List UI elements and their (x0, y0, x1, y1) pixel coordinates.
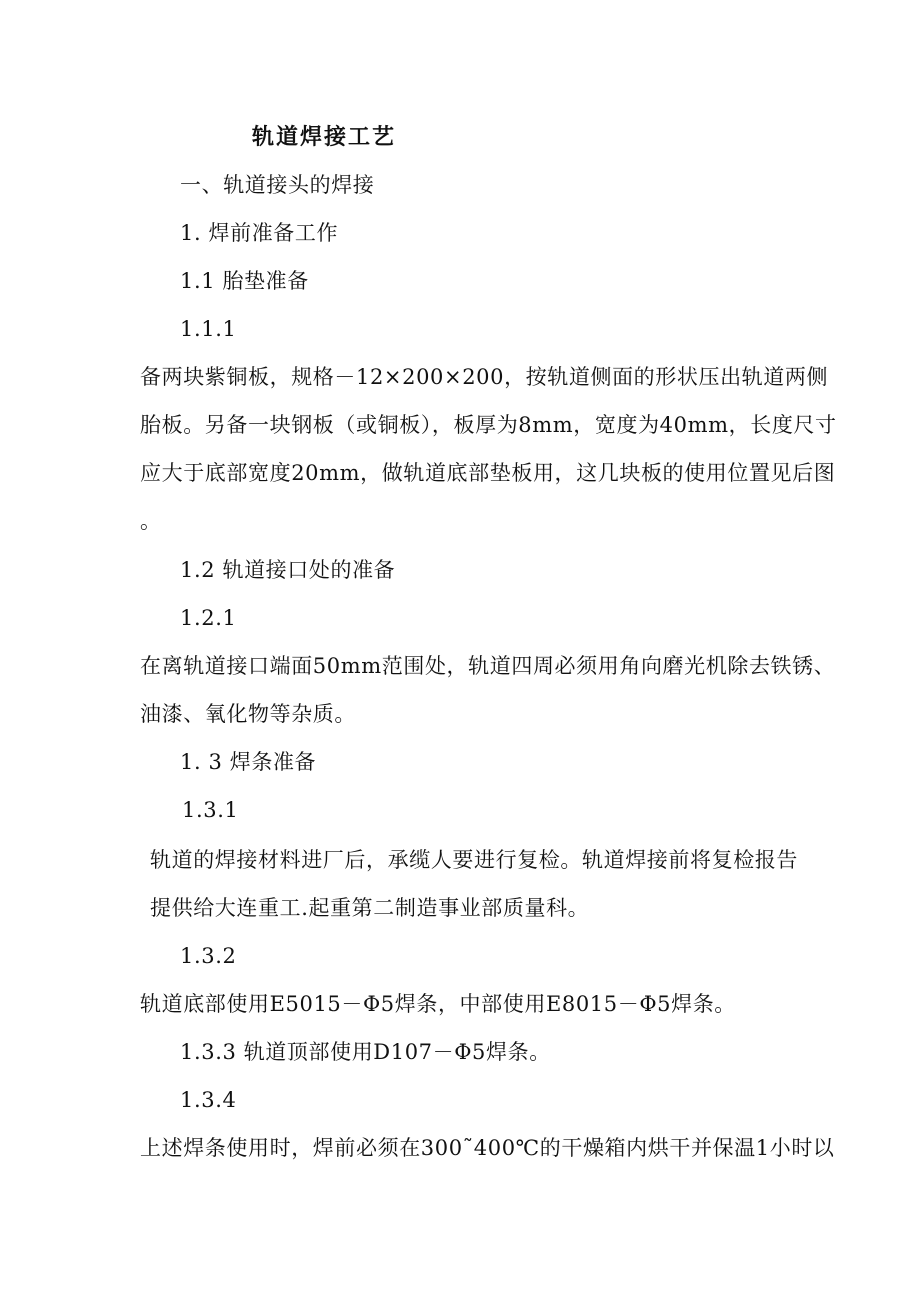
section-heading: 一、轨道接头的焊接 (180, 173, 375, 197)
paragraph-line: 胎板。另备一块钢板（或铜板），板厚为8mm，宽度为40mm，长度尺寸 (140, 413, 837, 437)
paragraph-line: 。 (140, 509, 162, 533)
subsection-heading: 1.2 轨道接口处的准备 (180, 558, 396, 582)
document-title: 轨道焊接工艺 (252, 124, 397, 150)
paragraph-line: 备两块紫铜板，规格－12×200×200，按轨道侧面的形状压出轨道两侧 (140, 365, 829, 389)
clause-number: 1.1.1 (180, 317, 237, 341)
paragraph-line: 轨道的焊接材料进厂后，承缆人要进行复检。轨道焊接前将复检报告 (150, 848, 798, 872)
paragraph-line: 应大于底部宽度20mm，做轨道底部垫板用，这几块板的使用位置见后图 (140, 461, 836, 485)
paragraph-line: 轨道底部使用E5015－Φ5焊条，中部使用E8015－Φ5焊条。 (140, 992, 736, 1016)
clause-line: 1.3.3 轨道顶部使用D107－Φ5焊条。 (180, 1040, 551, 1064)
paragraph-line: 提供给大连重工.起重第二制造事业部质量科。 (150, 896, 590, 920)
paragraph-line: 在离轨道接口端面50mm范围处，轨道四周必须用角向磨光机除去铁锈、 (140, 654, 836, 678)
clause-number: 1.3.4 (180, 1088, 237, 1112)
clause-number: 1.3.1 (182, 798, 239, 822)
subsection-heading: 1. 3 焊条准备 (180, 750, 317, 774)
clause-number: 1.3.2 (180, 944, 237, 968)
subsection-heading: 1.1 胎垫准备 (180, 269, 309, 293)
paragraph-line: 上述焊条使用时，焊前必须在300˜400℃的干燥箱内烘干并保温1小时以 (140, 1136, 835, 1160)
clause-number: 1.2.1 (180, 606, 237, 630)
subsection-heading: 1. 焊前准备工作 (180, 221, 339, 245)
paragraph-line: 油漆、氧化物等杂质。 (140, 702, 356, 726)
